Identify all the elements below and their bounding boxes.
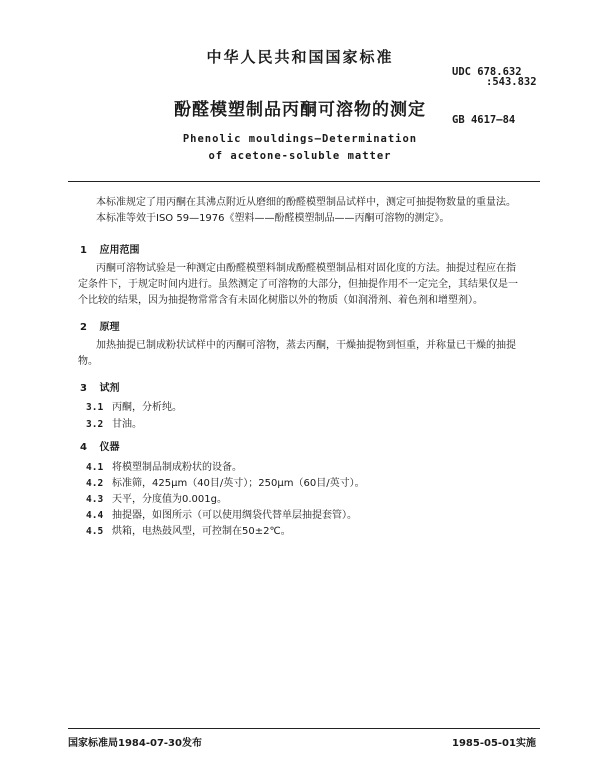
- udc-code: [452, 67, 537, 87]
- section-number: 4: [80, 442, 87, 453]
- item-text: 甘油。: [112, 419, 142, 430]
- item-text: 天平，分度值为0.001g。: [112, 494, 227, 505]
- item-text: 将模塑制品制成粉状的设备。: [112, 462, 242, 473]
- item-number: 4.1: [86, 462, 104, 473]
- issue-date: 国家标准局1984-07-30发布: [68, 738, 202, 749]
- intro-paragraph-1: 本标准规定了用丙酮在其沸点附近从磨细的酚醛模塑制品试样中，测定可抽提物数量的重量法。: [96, 197, 516, 208]
- list-item: [86, 490, 227, 505]
- list-item: [86, 506, 357, 521]
- section-title: 试剂: [99, 383, 120, 394]
- english-title-line-2: of acetone-soluble matter: [208, 150, 392, 162]
- section-heading: [80, 379, 119, 394]
- section-heading: [80, 241, 139, 256]
- item-number: 4.5: [86, 526, 104, 537]
- udc-line-1: UDC 678.632: [452, 66, 522, 78]
- item-number: 3.2: [86, 419, 104, 430]
- english-title-line-1: Phenolic mouldings—Determination: [182, 133, 418, 145]
- effective-date: 1985-05-01实施: [452, 738, 536, 749]
- section-paragraph-continued: 定条件下，于规定时间内进行。虽然测定了可溶物的大部分，但抽提作用不一定完全，其结果仅是一: [78, 279, 518, 290]
- bottom-divider: [68, 728, 540, 729]
- item-number: 4.4: [86, 510, 104, 521]
- item-number: 3.1: [86, 402, 104, 413]
- section-number: 1: [80, 245, 87, 256]
- list-item: [86, 398, 182, 413]
- document-title: 酚醛模塑制品丙酮可溶物的测定: [174, 100, 426, 120]
- item-text: 丙酮，分析纯。: [112, 402, 182, 413]
- item-text: 抽提器，如图所示（可以使用绸袋代替单层抽提套管）。: [112, 510, 357, 521]
- section-heading: [80, 438, 119, 453]
- intro-paragraph-2: 本标准等效于ISO 59—1976《塑料——酚醛模塑制品——丙酮可溶物的测定》。: [96, 213, 450, 224]
- top-divider: [68, 181, 540, 182]
- section-title: 原理: [99, 322, 120, 333]
- section-title: 应用范围: [99, 245, 140, 256]
- udc-line-2: :543.832: [486, 76, 537, 88]
- section-paragraph: 加热抽提已制成粉状试样中的丙酮可溶物，蒸去丙酮，干燥抽提物到恒重，并称量已干燥的抽提: [96, 340, 516, 351]
- section-title: 仪器: [99, 442, 120, 453]
- section-paragraph-continued: 个比较的结果，因为抽提物常常含有未固化树脂以外的物质（如润滑剂、着色剂和增塑剂）。: [78, 295, 483, 306]
- gb-code: GB 4617—84: [452, 114, 516, 126]
- section-paragraph: 丙酮可溶物试验是一种测定由酚醛模塑料制成酚醛模塑制品相对固化度的方法。抽提过程应在指: [96, 263, 516, 274]
- section-paragraph-continued: 物。: [78, 356, 98, 367]
- list-item: [86, 522, 291, 537]
- item-number: 4.3: [86, 494, 104, 505]
- section-number: 3: [80, 383, 87, 394]
- item-text: 标准筛，425μm（40目/英寸）；250μm（60目/英寸）。: [112, 478, 365, 489]
- list-item: [86, 458, 242, 473]
- item-text: 烘箱，电热鼓风型，可控制在50±2℃。: [112, 526, 291, 537]
- list-item: [86, 474, 365, 489]
- item-number: 4.2: [86, 478, 104, 489]
- section-heading: [80, 318, 119, 333]
- standard-category: 中华人民共和国国家标准: [206, 48, 394, 66]
- list-item: [86, 415, 142, 430]
- section-number: 2: [80, 322, 87, 333]
